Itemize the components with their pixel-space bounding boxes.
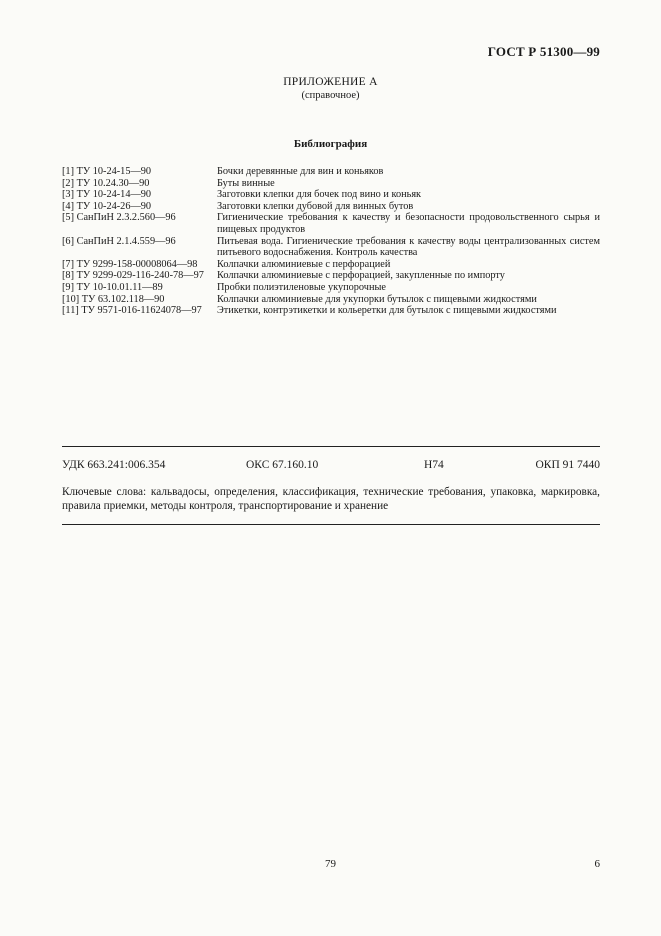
bibliography-item: [62, 259, 600, 271]
bibliography-desc: Колпачки алюминиевые с перфорацией: [217, 258, 391, 270]
bibliography-ref: [1] ТУ 10-24-15—90: [62, 166, 152, 177]
appendix-title: ПРИЛОЖЕНИЕ А: [283, 76, 378, 88]
oks-code: ОКС 67.160.10: [246, 459, 319, 471]
bibliography-item: [62, 201, 600, 213]
bibliography-ref: [2] ТУ 10.24.30—90: [62, 177, 150, 189]
bibliography-ref: [8] ТУ 9299-029-116-240-78—97: [62, 270, 204, 282]
bibliography-desc: Бочки деревянные для вин и коньяков: [217, 166, 384, 177]
bibliography-item: [62, 270, 600, 282]
bibliography-desc: Колпачки алюминиевые с перфорацией, закупленные по импорту: [217, 270, 505, 282]
bibliography-item: [62, 189, 600, 201]
bibliography-desc: Колпачки алюминиевые для укупорки бутылок с пищевыми жидкостями: [217, 293, 537, 305]
bibliography-list: [62, 166, 600, 317]
bibliography-item: [62, 294, 600, 306]
bibliography-item: [62, 178, 600, 190]
classification-codes: [62, 459, 600, 475]
page-number: 79: [325, 858, 336, 870]
okp-code: ОКП 91 7440: [535, 459, 600, 471]
bibliography-ref: [4] ТУ 10-24-26—90: [62, 200, 152, 212]
bibliography-ref: [6] СанПиН 2.1.4.559—96: [62, 235, 176, 247]
bibliography-item: [62, 212, 600, 235]
bibliography-ref: [9] ТУ 10-10.01.11—89: [62, 281, 163, 293]
bibliography-desc: Пробки полиэтиленовые укупорочные: [217, 281, 386, 293]
bibliography-item: [62, 282, 600, 294]
standard-code: ГОСТ Р 51300—99: [487, 44, 600, 59]
bibliography-item: [62, 236, 600, 259]
bibliography-ref: [5] СанПиН 2.3.2.560—96: [62, 212, 176, 224]
appendix-subtitle: (справочное): [301, 90, 360, 101]
bibliography-desc: Заготовки клепки дубовой для винных бутов: [217, 200, 414, 212]
bibliography-item: [62, 305, 600, 317]
bibliography-desc: Буты винные: [217, 177, 275, 189]
divider-top: [62, 446, 600, 447]
divider-bottom: [62, 524, 600, 525]
bibliography-item: [62, 166, 600, 178]
udk-code: УДК 663.241:006.354: [62, 459, 166, 471]
keywords: Ключевые слова: кальвадосы, определения, классификация, технические требования, упаковка, маркировка, правила приемки, методы контроля, транспортирование и хранение: [62, 486, 600, 512]
bibliography-ref: [10] ТУ 63.102.118—90: [62, 293, 165, 305]
sheet-number: 6: [594, 858, 600, 870]
group-code: Н74: [424, 459, 444, 471]
bibliography-desc: Гигиенические требования к качеству и безопасности продовольственного сырья и пищевых продуктов: [217, 212, 600, 235]
bibliography-ref: [11] ТУ 9571-016-11624078—97: [62, 305, 202, 317]
bibliography-ref: [7] ТУ 9299-158-00008064—98: [62, 258, 198, 270]
bibliography-desc: Заготовки клепки для бочек под вино и коньяк: [217, 189, 422, 201]
bibliography-desc: Этикетки, контрэтикетки и кольеретки для бутылок с пищевыми жидкостями: [217, 305, 557, 317]
bibliography-title: Библиография: [293, 138, 368, 150]
bibliography-desc: Питьевая вода. Гигиенические требования к качеству воды централизованных систем питьевого водоснабжения. Контроль качества: [217, 235, 600, 259]
bibliography-ref: [3] ТУ 10-24-14—90: [62, 189, 152, 201]
